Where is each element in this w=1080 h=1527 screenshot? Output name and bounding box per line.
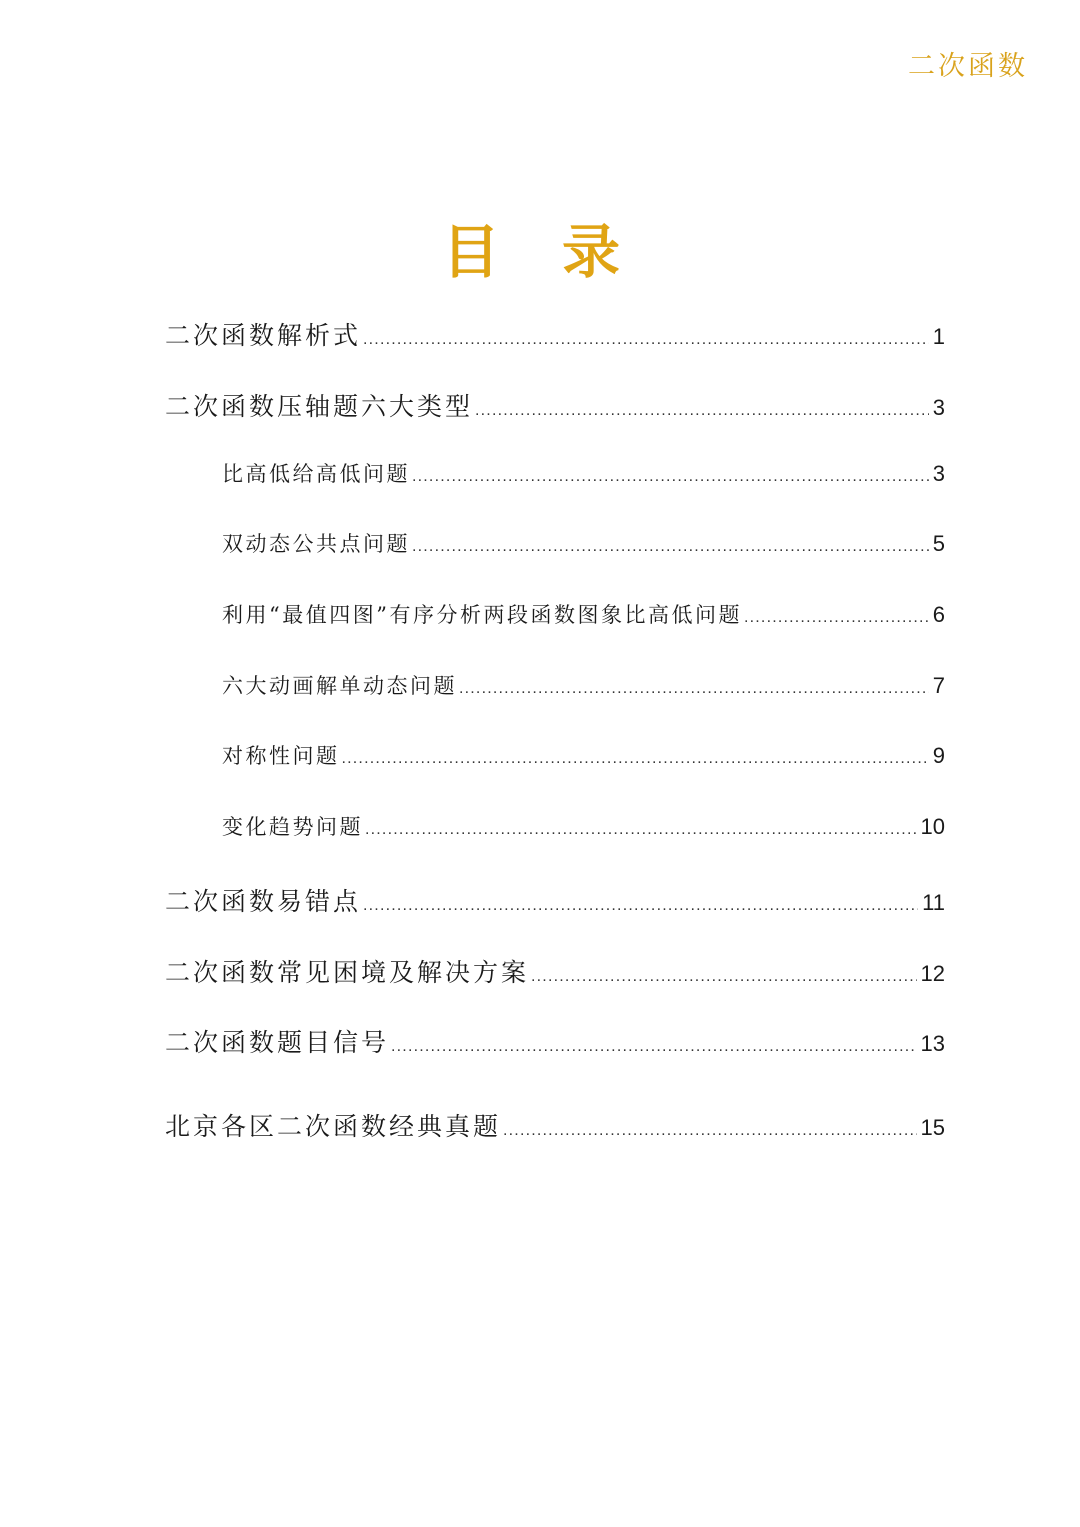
toc-title-char-1: 目 [441, 218, 518, 286]
toc-entry-text: 二次函数常见困境及解决方案 [165, 958, 530, 987]
toc-subentry[interactable] [222, 740, 945, 780]
toc-entry-page: 7 [932, 673, 945, 698]
toc-entry-page: 9 [932, 743, 945, 768]
toc-entry[interactable] [165, 1023, 945, 1063]
toc-subentry[interactable] [222, 599, 945, 639]
toc-entry-text: 二次函数解析式 [165, 321, 362, 350]
toc-subentry[interactable] [222, 670, 945, 710]
toc-entry[interactable] [165, 387, 945, 427]
toc-leader-dots [363, 897, 918, 915]
toc-entry-page: 3 [932, 461, 945, 486]
toc-entry[interactable] [165, 316, 945, 356]
toc-leader-dots [365, 821, 917, 839]
toc-entry[interactable] [165, 882, 945, 922]
toc-leader-dots [363, 331, 929, 349]
toc-entry-text: 北京各区二次函数经典真题 [165, 1112, 502, 1141]
toc-entry-page: 6 [932, 602, 945, 627]
toc-subentry[interactable] [222, 458, 945, 498]
toc-entry-text: 比高低给高低问题 [222, 462, 410, 486]
toc-entry-page: 10 [920, 814, 945, 839]
toc-entry-text: 变化趋势问题 [222, 815, 363, 839]
toc-entry-text: 二次函数易错点 [165, 887, 362, 916]
toc-leader-dots [744, 609, 929, 627]
toc-entry-text: 利用“最值四图”有序分析两段函数图象比高低问题 [222, 603, 742, 627]
toc-leader-dots [412, 538, 929, 556]
toc-leader-dots [391, 1038, 917, 1056]
toc-leader-dots [459, 680, 929, 698]
toc-subentry[interactable] [222, 528, 945, 568]
toc-leader-dots [531, 968, 917, 986]
toc-entry-text: 双动态公共点问题 [222, 532, 410, 556]
header-mark: 二次函数 [908, 51, 1028, 82]
toc-entry-page: 12 [920, 961, 945, 986]
toc-entry[interactable] [165, 953, 945, 993]
toc-entry-page: 11 [922, 890, 945, 915]
toc-entry-text: 二次函数题目信号 [165, 1028, 390, 1057]
toc-title-char-2: 录 [562, 218, 639, 286]
toc-entry-page: 1 [932, 324, 945, 349]
toc-leader-dots [503, 1122, 917, 1140]
toc-subentry[interactable] [222, 811, 945, 851]
toc-entry[interactable] [165, 1107, 945, 1147]
toc-entry-page: 5 [932, 531, 945, 556]
toc-entry-page: 13 [920, 1031, 945, 1056]
toc-entry-text: 对称性问题 [222, 744, 340, 768]
toc-entry-text: 二次函数压轴题六大类型 [165, 392, 474, 421]
toc-leader-dots [342, 750, 929, 768]
toc-leader-dots [412, 468, 929, 486]
toc-entry-page: 15 [920, 1115, 945, 1140]
toc-entry-text: 六大动画解单动态问题 [222, 674, 457, 698]
toc-leader-dots [475, 402, 929, 420]
toc-entry-page: 3 [932, 395, 945, 420]
